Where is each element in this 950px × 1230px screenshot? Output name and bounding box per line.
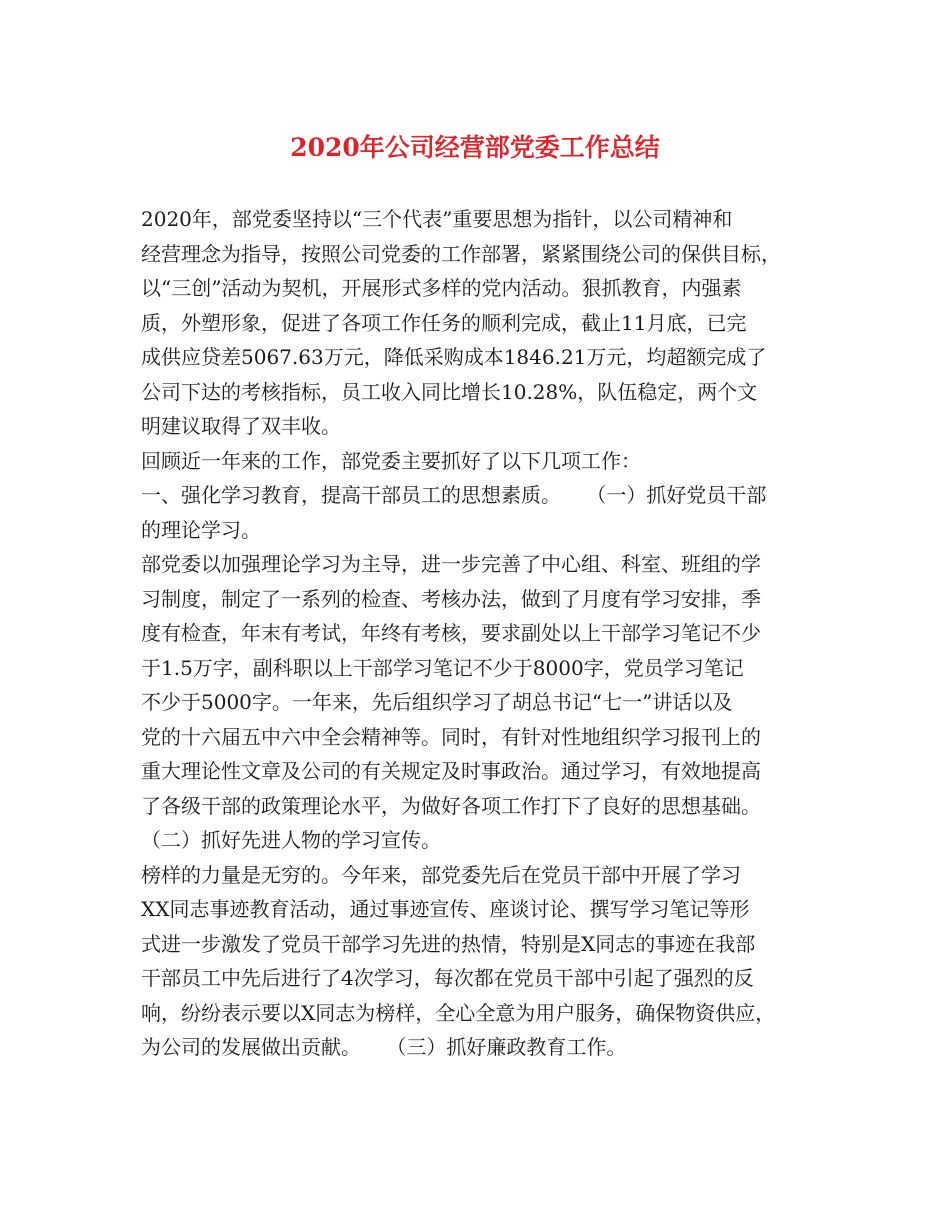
body-line: 以“三创”活动为契机，开展形式多样的党内活动。狠抓教育，内强素 [141, 276, 742, 300]
body-line: XX同志事迹教育活动，通过事迹宣传、座谈讨论、撰写学习笔记等形 [141, 897, 750, 921]
body-line: 干部员工中先后进行了4次学习，每次都在党员干部中引起了强烈的反 [141, 966, 754, 990]
body-line: 明建议取得了双丰收。 [141, 414, 341, 438]
body-line: 回顾近一年来的工作，部党委主要抓好了以下几项工作： [141, 448, 641, 473]
body-line: 式进一步激发了党员干部学习先进的热情，特别是X同志的事迹在我部 [141, 931, 756, 956]
body-line: 部党委以加强理论学习为主导，进一步完善了中心组、科室、班组的学 [141, 552, 761, 576]
body-line: 一、强化学习教育，提高干部员工的思想素质。 （一）抓好党员干部 [141, 483, 767, 507]
body-line: 重大理论性文章及公司的有关规定及时事政治。通过学习，有效地提高 [141, 759, 761, 783]
body-line: 为公司的发展做出贡献。 （三）抓好廉政教育工作。 [141, 1035, 627, 1059]
body-line: 的理论学习。 [141, 517, 261, 542]
body-line: 经营理念为指导，按照公司党委的工作部署，紧紧围绕公司的保供目标， [141, 241, 781, 266]
body-line: 习制度，制定了一系列的检查、考核办法，做到了月度有学习安排，季 [141, 586, 761, 611]
body-line: 响，纷纷表示要以X同志为榜样，全心全意为用户服务，确保物资供应， [141, 1000, 776, 1025]
document-body [141, 202, 817, 1065]
body-line: 2020年，部党委坚持以“三个代表”重要思想为指针，以公司精神和 [141, 207, 733, 231]
document-title: 2020年公司经营部党委工作总结 [290, 133, 660, 162]
body-line: （二）抓好先进人物的学习宣传。 [141, 828, 441, 852]
body-line: 榜样的力量是无穷的。今年来，部党委先后在党员干部中开展了学习 [141, 862, 741, 887]
body-line: 党的十六届五中六中全会精神等。同时，有针对性地组织学习报刊上的 [141, 724, 761, 749]
body-line: 成供应贷差5067.63万元，降低采购成本1846.21万元，均超额完成了 [141, 345, 767, 369]
body-line: 不少于5000字。一年来，先后组织学习了胡总书记“七一”讲话以及 [141, 690, 733, 714]
body-line: 度有检查，年末有考试，年终有考核，要求副处以上干部学习笔记不少 [141, 621, 761, 645]
body-line: 公司下达的考核指标，员工收入同比增长10.28%，队伍稳定，两个文 [141, 379, 758, 404]
body-line: 于1.5万字，副科职以上干部学习笔记不少于8000字，党员学习笔记 [141, 655, 744, 680]
body-line: 了各级干部的政策理论水平，为做好各项工作打下了良好的思想基础。 [141, 793, 761, 818]
body-line: 质，外塑形象，促进了各项工作任务的顺利完成，截止11月底，已完 [141, 310, 747, 335]
